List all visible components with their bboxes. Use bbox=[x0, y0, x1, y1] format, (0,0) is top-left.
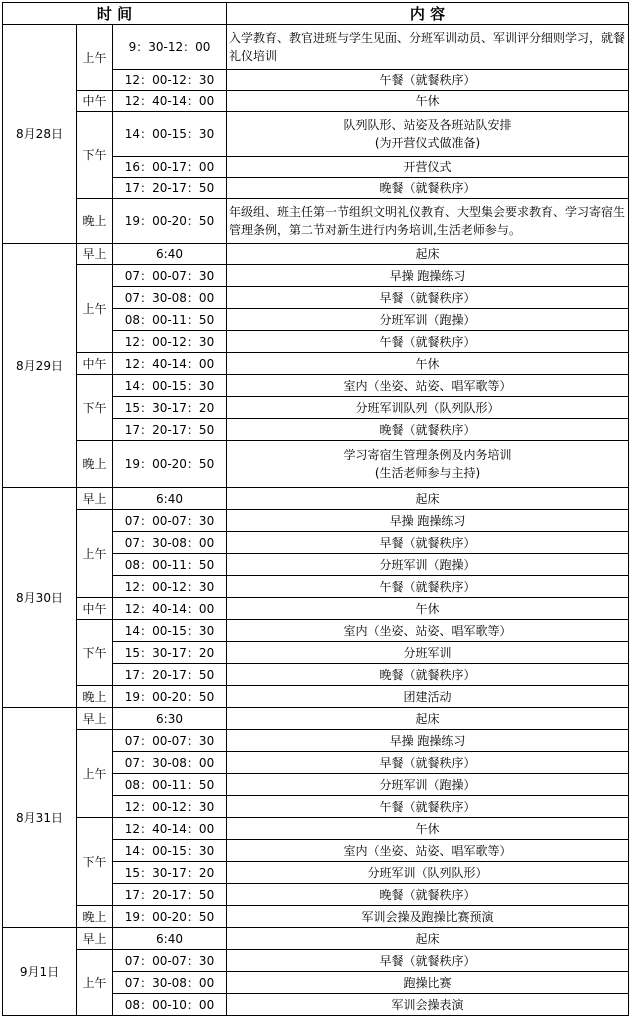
activity-content: 晚餐（就餐秩序） bbox=[227, 664, 629, 686]
table-row bbox=[3, 199, 629, 244]
time-slot: 17：20-17：50 bbox=[113, 178, 227, 199]
table-row bbox=[3, 375, 629, 397]
time-slot: 12：00-12：30 bbox=[113, 70, 227, 91]
time-slot: 6:40 bbox=[113, 928, 227, 950]
time-slot: 12：00-12：30 bbox=[113, 796, 227, 818]
activity-content: 午休 bbox=[227, 818, 629, 840]
period-label: 上午 bbox=[77, 510, 113, 598]
table-row bbox=[3, 244, 629, 265]
activity-content: 开营仪式 bbox=[227, 157, 629, 178]
time-slot: 14：00-15：30 bbox=[113, 375, 227, 397]
time-slot: 07：00-07：30 bbox=[113, 265, 227, 287]
activity-content: 晚餐（就餐秩序） bbox=[227, 178, 629, 199]
period-label: 晚上 bbox=[77, 686, 113, 708]
activity-content: 午餐（就餐秩序） bbox=[227, 576, 629, 598]
time-slot: 15：30-17：20 bbox=[113, 862, 227, 884]
time-slot: 08：00-10：00 bbox=[113, 994, 227, 1016]
period-label: 早上 bbox=[77, 928, 113, 950]
activity-content: 起床 bbox=[227, 488, 629, 510]
activity-content: 分班军训（跑操） bbox=[227, 309, 629, 331]
time-slot: 07：30-08：00 bbox=[113, 287, 227, 309]
period-label: 上午 bbox=[77, 25, 113, 91]
time-slot: 12：40-14：00 bbox=[113, 91, 227, 112]
time-slot: 08：00-11：50 bbox=[113, 554, 227, 576]
time-slot: 6:30 bbox=[113, 708, 227, 730]
activity-content: 室内（坐姿、站姿、唱军歌等） bbox=[227, 620, 629, 642]
period-label: 早上 bbox=[77, 708, 113, 730]
time-slot: 9：30-12：00 bbox=[113, 25, 227, 70]
activity-content: 分班军训 bbox=[227, 642, 629, 664]
time-slot: 19：00-20：50 bbox=[113, 199, 227, 244]
period-label: 早上 bbox=[77, 488, 113, 510]
time-slot: 14：00-15：30 bbox=[113, 840, 227, 862]
activity-content: 早餐（就餐秩序） bbox=[227, 950, 629, 972]
activity-content: 早餐（就餐秩序） bbox=[227, 287, 629, 309]
activity-content: 起床 bbox=[227, 708, 629, 730]
time-slot: 07：30-08：00 bbox=[113, 972, 227, 994]
table-row bbox=[3, 112, 629, 157]
time-slot: 17：20-17：50 bbox=[113, 884, 227, 906]
time-slot: 17：20-17：50 bbox=[113, 419, 227, 441]
time-slot: 07：30-08：00 bbox=[113, 752, 227, 774]
time-slot: 12：00-12：30 bbox=[113, 576, 227, 598]
activity-content: 年级组、班主任第一节组织文明礼仪教育、大型集会要求教育、学习寄宿生管理条例，第二节对新生进行内务培训,生活老师参与。 bbox=[227, 199, 629, 244]
activity-content: 起床 bbox=[227, 244, 629, 265]
day-date: 8月30日 bbox=[3, 488, 77, 708]
time-slot: 12：00-12：30 bbox=[113, 331, 227, 353]
activity-content: 分班军训（跑操） bbox=[227, 774, 629, 796]
header-content: 内 容 bbox=[227, 3, 629, 25]
time-slot: 15：30-17：20 bbox=[113, 397, 227, 419]
table-row bbox=[3, 928, 629, 950]
period-label: 上午 bbox=[77, 950, 113, 1016]
table-row bbox=[3, 25, 629, 70]
period-label: 下午 bbox=[77, 620, 113, 686]
time-slot: 19：00-20：50 bbox=[113, 686, 227, 708]
schedule-table bbox=[2, 2, 629, 1016]
period-label: 早上 bbox=[77, 244, 113, 265]
activity-content: 早操 跑操练习 bbox=[227, 730, 629, 752]
activity-content: 室内（坐姿、站姿、唱军歌等） bbox=[227, 840, 629, 862]
day-date: 8月31日 bbox=[3, 708, 77, 928]
activity-content: 午餐（就餐秩序） bbox=[227, 331, 629, 353]
activity-content: 起床 bbox=[227, 928, 629, 950]
activity-content: 午餐（就餐秩序） bbox=[227, 796, 629, 818]
time-slot: 12：40-14：00 bbox=[113, 818, 227, 840]
activity-content: 团建活动 bbox=[227, 686, 629, 708]
activity-content: 午休 bbox=[227, 353, 629, 375]
table-row bbox=[3, 598, 629, 620]
header-row bbox=[3, 3, 629, 25]
table-row bbox=[3, 906, 629, 928]
header-time: 时 间 bbox=[3, 3, 227, 25]
activity-content: 军训会操表演 bbox=[227, 994, 629, 1016]
time-slot: 16：00-17：00 bbox=[113, 157, 227, 178]
table-row bbox=[3, 730, 629, 752]
time-slot: 07：00-07：30 bbox=[113, 950, 227, 972]
period-label: 下午 bbox=[77, 375, 113, 441]
activity-content: 入学教育、教官进班与学生见面、分班军训动员、军训评分细则学习，就餐礼仪培训 bbox=[227, 25, 629, 70]
activity-content: 分班军训（跑操） bbox=[227, 554, 629, 576]
time-slot: 08：00-11：50 bbox=[113, 309, 227, 331]
period-label: 下午 bbox=[77, 112, 113, 199]
time-slot: 14：00-15：30 bbox=[113, 620, 227, 642]
period-label: 中午 bbox=[77, 598, 113, 620]
day-date: 8月28日 bbox=[3, 25, 77, 244]
period-label: 中午 bbox=[77, 353, 113, 375]
period-label: 上午 bbox=[77, 265, 113, 353]
time-slot: 12：40-14：00 bbox=[113, 353, 227, 375]
table-row bbox=[3, 91, 629, 112]
time-slot: 19：00-20：50 bbox=[113, 441, 227, 488]
table-row bbox=[3, 441, 629, 488]
activity-content: 早操 跑操练习 bbox=[227, 265, 629, 287]
period-label: 中午 bbox=[77, 91, 113, 112]
time-slot: 6:40 bbox=[113, 488, 227, 510]
table-row bbox=[3, 708, 629, 730]
time-slot: 08：00-11：50 bbox=[113, 774, 227, 796]
time-slot: 14：00-15：30 bbox=[113, 112, 227, 157]
time-slot: 12：40-14：00 bbox=[113, 598, 227, 620]
activity-content: 分班军训队列（队列队形） bbox=[227, 397, 629, 419]
activity-content: 晚餐（就餐秩序） bbox=[227, 884, 629, 906]
activity-content: 学习寄宿生管理条例及内务培训 (生活老师参与主持) bbox=[227, 441, 629, 488]
time-slot: 15：30-17：20 bbox=[113, 642, 227, 664]
day-date: 9月1日 bbox=[3, 928, 77, 1016]
activity-content: 跑操比赛 bbox=[227, 972, 629, 994]
time-slot: 07：00-07：30 bbox=[113, 730, 227, 752]
activity-content: 晚餐（就餐秩序） bbox=[227, 419, 629, 441]
schedule-body bbox=[3, 25, 629, 1016]
time-slot: 07：30-08：00 bbox=[113, 532, 227, 554]
activity-content: 午休 bbox=[227, 91, 629, 112]
activity-content: 室内（坐姿、站姿、唱军歌等） bbox=[227, 375, 629, 397]
period-label: 下午 bbox=[77, 818, 113, 906]
day-date: 8月29日 bbox=[3, 244, 77, 488]
period-label: 上午 bbox=[77, 730, 113, 818]
table-row bbox=[3, 510, 629, 532]
table-row bbox=[3, 686, 629, 708]
activity-content: 早操 跑操练习 bbox=[227, 510, 629, 532]
period-label: 晚上 bbox=[77, 441, 113, 488]
table-row bbox=[3, 488, 629, 510]
activity-content: 分班军训（队列队形） bbox=[227, 862, 629, 884]
table-row bbox=[3, 950, 629, 972]
time-slot: 07：00-07：30 bbox=[113, 510, 227, 532]
activity-content: 午休 bbox=[227, 598, 629, 620]
activity-content: 军训会操及跑操比赛预演 bbox=[227, 906, 629, 928]
activity-content: 队列队形、站姿及各班站队安排 (为开营仪式做准备) bbox=[227, 112, 629, 157]
table-row bbox=[3, 353, 629, 375]
activity-content: 午餐（就餐秩序） bbox=[227, 70, 629, 91]
activity-content: 早餐（就餐秩序） bbox=[227, 532, 629, 554]
time-slot: 6:40 bbox=[113, 244, 227, 265]
table-row bbox=[3, 265, 629, 287]
table-row bbox=[3, 818, 629, 840]
table-row bbox=[3, 620, 629, 642]
activity-content: 早餐（就餐秩序） bbox=[227, 752, 629, 774]
time-slot: 17：20-17：50 bbox=[113, 664, 227, 686]
time-slot: 19：00-20：50 bbox=[113, 906, 227, 928]
period-label: 晚上 bbox=[77, 906, 113, 928]
period-label: 晚上 bbox=[77, 199, 113, 244]
